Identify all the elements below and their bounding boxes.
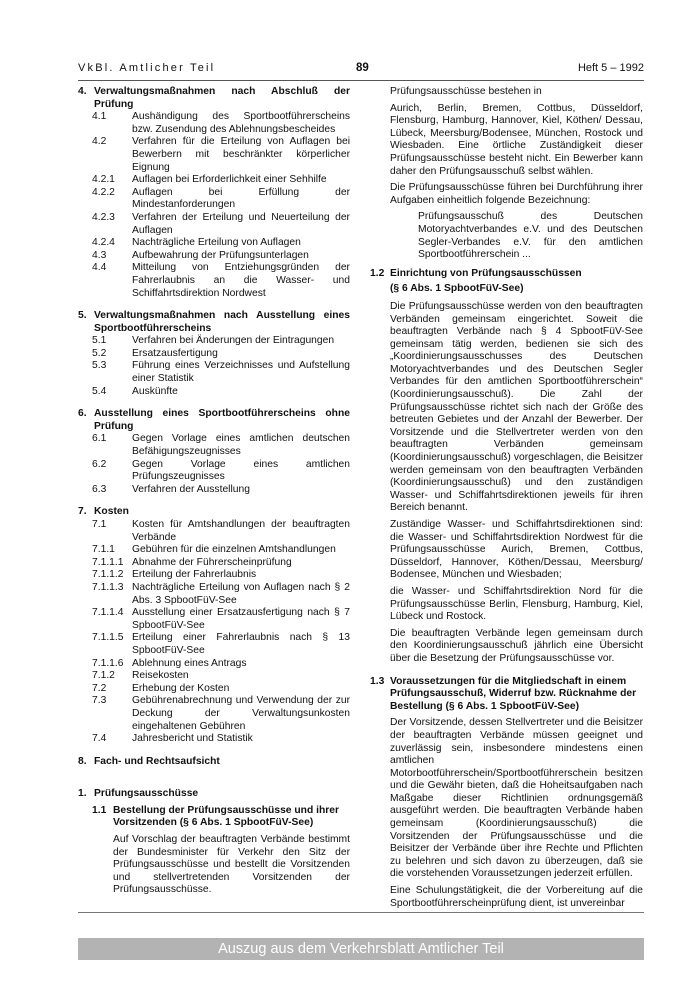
outline-item-number: 7.1.1 — [92, 544, 115, 556]
outline-item-text: Kosten für Amtshandlungen der beauftragten Verbände — [132, 519, 350, 543]
outline-item-number: 7.1.1.4 — [92, 607, 124, 619]
left-column — [78, 86, 350, 902]
outline-item — [78, 658, 350, 671]
outline-item-text: Auflagen bei Erforderlichkeit einer Sehhilfe — [132, 174, 327, 186]
section-5-heading: 5. Verwaltungsmaßnahmen nach Ausstellung eines Sportbootführerscheins — [78, 310, 350, 334]
outline-item-number: 5.1 — [92, 335, 107, 347]
section-1-1-heading: 1.1 Bestellung der Prüfungsausschüsse und ihrer Vorsitzenden (§ 6 Abs. 1 SpbootFüV-See) — [92, 804, 340, 829]
footer-banner: Auszug aus dem Verkehrsblatt Amtlicher Teil — [78, 938, 644, 960]
section-1-2-heading: 1.2 Einrichtung von Prüfungsausschüssen — [370, 267, 582, 279]
outline-item — [78, 386, 350, 399]
outline-item-text: Verfahren der Ausstellung — [132, 483, 250, 495]
outline-item-text: Ablehnung eines Antrags — [132, 657, 247, 669]
outline-item-text: Erteilung der Fahrerlaubnis — [132, 569, 257, 581]
header-rule — [78, 80, 644, 81]
outline-item-text: Nachträgliche Erteilung von Auflagen nach § 2 Abs. 3 SpbootFüV-See — [132, 581, 350, 606]
outline-item-text: Auskünfte — [132, 385, 178, 397]
outline-item-text: Aushändigung des Sportbootführerscheins bzw. Zusendung des Ablehnungsbescheides — [132, 111, 350, 135]
section-7-heading: 7. Kosten — [78, 506, 129, 518]
page-number: 89 — [356, 62, 369, 74]
outline-item — [78, 557, 350, 570]
outline-item-number: 5.4 — [92, 385, 107, 397]
locations-paragraph: Aurich, Berlin, Bremen, Cottbus, Düsseldorf, Flensburg, Hamburg, Hannover, Kiel, Köthen/ Dessau, Lübeck, Meersburg/Bodensee, München, Rostock und Wiesbaden. Eine örtliche Zuständigkeit dieser Prüfungsausschüsse besteht nicht. Ein Bewerber kann daher den Prüfungsausschuß selbst wählen. — [390, 102, 643, 177]
outline-item-number: 7.1.1.5 — [92, 632, 124, 644]
section-1-2-paragraph-3: die Wasser- und Schiffahrtsdirektion Nord für die Prüfungsausschüsse Berlin, Flensburg, Hamburg, Kiel, Lübeck und Rostock. — [390, 585, 643, 623]
outline-item-number: 7.1.2 — [92, 670, 115, 682]
section-1-2-paragraph-4: Die beauftragten Verbände legen gemeinsam durch den Koordinierungsausschuß jährlich eine Übersicht über die Besetzung der Prüfungsausschüsse vor. — [390, 627, 643, 664]
outline-item — [78, 519, 350, 544]
outline-item-text: Nachträgliche Erteilung von Auflagen — [132, 237, 301, 249]
outline-item — [78, 348, 350, 361]
outline-item — [78, 250, 350, 263]
outline-item-text: Auflagen bei Erfüllung der Mindestanforderungen — [132, 186, 350, 211]
outline-item — [78, 111, 350, 136]
outline-item-text: Jahresbericht und Statistik — [132, 733, 253, 745]
outline-item-number: 4.2.4 — [92, 237, 115, 249]
outline-item-number: 6.3 — [92, 483, 107, 495]
section-5-list — [78, 335, 350, 398]
section-4-heading: 4. Verwaltungsmaßnahmen nach Abschluß der Prüfung — [78, 86, 350, 110]
outline-item-text: Erhebung der Kosten — [132, 682, 230, 694]
outline-item-number: 4.3 — [92, 249, 107, 261]
outline-item-text: Erteilung einer Fahrerlaubnis nach § 13 SpbootFüV-See — [132, 632, 350, 656]
outline-item — [78, 237, 350, 250]
outline-item-text: Abnahme der Führerscheinprüfung — [132, 556, 292, 568]
outline-item-text: Verfahren bei Änderungen der Eintragungen — [132, 335, 335, 347]
section-1-1-paragraph: Auf Vorschlag der beauftragten Verbände bestimmt der Bundesminister für Verkehr den Sitz der Prüfungsausschüsse und bestellt die Vorsitzenden und stellvertretenden Vorsitzenden der Prüfungsausschüsse. — [113, 834, 350, 896]
outline-item-number: 7.2 — [92, 682, 107, 694]
section-1-2-paragraph-2: Zuständige Wasser- und Schiffahrtsdirektionen sind: die Wasser- und Schiffahrtsdirektion Nordwest für die Prüfungsausschüsse Aurich, Bremen, Cottbus, Düsseldorf, Hannover, Köthen/Dessau, Meersburg/ Bodensee, München und Wiesbaden; — [390, 519, 643, 581]
section-1-2-subtitle: (§ 6 Abs. 1 SpbootFüV-See) — [390, 283, 524, 295]
outline-item — [78, 459, 350, 484]
outline-item-number: 4.1 — [92, 111, 107, 123]
outline-item-number: 7.1.1.2 — [92, 569, 124, 581]
section-8-heading: 8. Fach- und Rechtsaufsicht — [78, 755, 220, 767]
outline-item-number: 7.1.1.1 — [92, 556, 124, 568]
outline-item — [78, 433, 350, 458]
outline-item-text: Gegen Vorlage eines amtlichen deutschen Befähigungszeugnisses — [132, 433, 350, 458]
outline-item-number: 4.2.2 — [92, 186, 115, 198]
outline-item-text: Gebühren für die einzelnen Amtshandlungen — [132, 544, 336, 556]
section-1-3-paragraph-1: Der Vorsitzende, dessen Stellvertreter und die Beisitzer der beauftragten Verbände müssen geeignet und zuverlässig sein, insbesondere mindestens einen amtlichen Motorbootführerschein/Sportbootführerschein besitzen und die Gewähr bieten, daß die Hoheitsaufgaben nach Maßgabe dieser Richtlinien ordnungsgemäß ausgeführt werden. Die beauftragten Verbände haben gemeinsam (Koordinierungsausschuß) die Vorsitzenden der Prüfungsausschüsse und die Beisitzer der Verbände über ihre Rechte und Pflichten zu belehren und sich davon zu überzeugen, daß sie die vorstehenden Voraussetzungen jederzeit erfüllen. — [390, 717, 643, 880]
outline-item-number: 6.2 — [92, 458, 107, 470]
outline-item-number: 4.2.3 — [92, 211, 115, 223]
outline-item — [78, 569, 350, 582]
designation-intro: Die Prüfungsausschüsse führen bei Durchführung ihrer Aufgaben einheitlich folgende Bezeichnung: — [390, 182, 643, 206]
journal-title: VkBl. Amtlicher Teil — [78, 62, 216, 74]
outline-item — [78, 544, 350, 557]
outline-item-text: Verfahren für die Erteilung von Auflagen bei Bewerbern mit beschränkter körperlicher Eignung — [132, 136, 350, 173]
outline-item-number: 7.1 — [92, 519, 107, 530]
outline-item-text: Gegen Vorlage eines amtlichen Prüfungszeugnisses — [132, 458, 350, 483]
outline-item — [78, 632, 350, 657]
outline-item — [78, 136, 350, 174]
intro-line: Prüfungsausschüsse bestehen in — [390, 86, 542, 97]
section-6-heading: 6. Ausstellung eines Sportbootführerscheins ohne Prüfung — [78, 408, 350, 432]
outline-item — [78, 262, 350, 300]
outline-item-number: 7.3 — [92, 695, 107, 707]
section-7-list — [78, 519, 350, 746]
outline-item — [78, 335, 350, 348]
outline-item — [78, 187, 350, 212]
outline-item-number: 5.2 — [92, 347, 107, 359]
outline-item-number: 5.3 — [92, 360, 107, 372]
outline-item — [78, 212, 350, 237]
outline-item — [78, 484, 350, 497]
outline-item-number: 7.1.1.3 — [92, 581, 124, 593]
outline-item-text: Gebührenabrechnung und Verwendung der zur Deckung der Verwaltungsunkosten eingehaltenen Gebühren — [132, 695, 350, 732]
outline-item-text: Mitteilung von Entziehungsgründen der Fahrerlaubnis an die Wasser- und Schiffahrtsdirektion Nordwest — [132, 262, 350, 299]
outline-item — [78, 733, 350, 746]
section-6-list — [78, 433, 350, 496]
designation-text: Prüfungsausschuß des Deutschen Motoryachtverbandes e.V. und des Deutschen Segler-Verbandes e.V. für den amtlichen Sportbootführerschein ... — [418, 211, 643, 261]
outline-item-number: 7.4 — [92, 733, 107, 745]
section-1-3-paragraph-2: Eine Schulungstätigkeit, die der Vorbereitung auf die Sportbootführerscheinprüfung dient, ist unvereinbar — [390, 885, 643, 909]
outline-item — [78, 607, 350, 632]
section-4-list — [78, 111, 350, 300]
outline-item-number: 4.4 — [92, 262, 107, 274]
part-1-heading: 1. Prüfungsausschüsse — [78, 788, 199, 800]
footer-rule — [78, 912, 644, 913]
page-header — [78, 62, 644, 80]
outline-item-number: 4.2 — [92, 136, 107, 148]
outline-item-number: 6.1 — [92, 433, 107, 445]
outline-item — [78, 174, 350, 187]
outline-item-text: Führung eines Verzeichnisses und Aufstellung einer Statistik — [132, 360, 350, 385]
outline-item-number: 7.1.1.6 — [92, 657, 124, 669]
section-1-3-heading: 1.3 Voraussetzungen für die Mitgliedschaft in einem Prüfungsausschuß, Widerruf bzw. Rücknahme der Bestellung (§ 6 Abs. 1 SpbootFüV-See) — [370, 675, 637, 712]
outline-item-text: Ausstellung einer Ersatzausfertigung nach § 7 SpbootFüV-See — [132, 607, 350, 631]
outline-item — [78, 683, 350, 696]
outline-item — [78, 670, 350, 683]
right-column — [370, 86, 643, 914]
outline-item-text: Verfahren der Erteilung und Neuerteilung der Auflagen — [132, 211, 350, 236]
outline-item — [78, 695, 350, 733]
outline-item-text: Aufbewahrung der Prüfungsunterlagen — [132, 249, 309, 261]
outline-item — [78, 360, 350, 385]
issue-label: Heft 5 – 1992 — [577, 62, 644, 74]
outline-item-number: 4.2.1 — [92, 174, 115, 186]
outline-item-text: Ersatzausfertigung — [132, 347, 218, 359]
section-1-2-paragraph-1: Die Prüfungsausschüsse werden von den beauftragten Verbänden gemeinsam eingerichtet. Soweit die beauftragten Verbände nach § 4 SpbootFüV-See gemeinsam tätig werden, bedienen sie sich des „Koordinierungsausschusses des Deutschen Motoryachtverbandes und des Deutschen Segler Verbandes für den amtlichen Sportbootführerschein“ (Koordinierungsausschuß). Die Zahl der Prüfungsausschüsse richtet sich nach der Größe des betreuten Gebietes und der Anzahl der Bewerber. Der Vorsitzende und die Stellvertreter werden von den beauftragten Verbänden gemeinsam (Koordinierungsausschuß) vorgeschlagen, die Beisitzer werden gemeinsam von den beauftragten Verbänden (Koordinierungsausschuß) und den zuständigen Wasser- und Schiffahrtsdirektionen jeweils für ihren Bereich benannt. — [390, 300, 643, 514]
outline-item-text: Reisekosten — [132, 670, 189, 682]
outline-item — [78, 582, 350, 607]
